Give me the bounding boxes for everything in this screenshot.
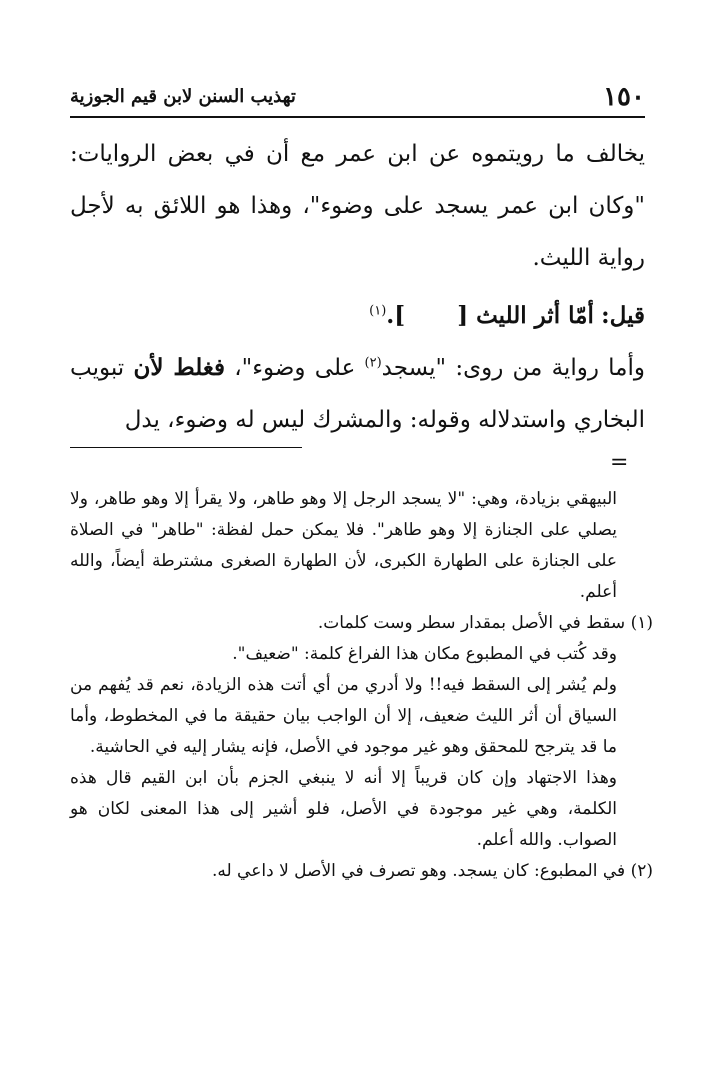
footnote-1-marker: (١) [630, 613, 653, 633]
footnote-1-line-3: ولم يُشر إلى السقط فيه!! ولا أدري من أي أتت هذه الزيادة، نعم قد يُفهم من السياق أن أثر الليث ضعيف، إلا أن الواجب بيان حقيقة ما في المخطوط، وأما ما قد يترجح للمحقق وهو غير موجود في الأصل، فإنه يشار إليه في الحاشية. [70, 675, 617, 757]
footnote-1-text-1: سقط في الأصل بمقدار سطر وست كلمات. [317, 613, 626, 633]
p3-part-c: فغلط لأن [133, 354, 225, 381]
qila-close: ]. [386, 302, 406, 329]
page-number: ١٥٠ [603, 82, 645, 112]
footnote-1-line-2: وقد كُتب في المطبوع مكان هذا الفراغ كلمة: "ضعيف". [232, 644, 617, 664]
paragraph-3 [70, 342, 645, 446]
p3-part-b: على وضوء"، [234, 355, 365, 381]
footnote-1-line-1 [70, 608, 653, 639]
continuation-mark: = [610, 450, 629, 475]
p3-part-d: تبويب البخاري واستدلاله وقوله: والمشرك ليس له وضوء، يدل [70, 355, 645, 433]
footnote-2-marker: (٢) [630, 861, 653, 881]
footnote-2-text: في المطبوع: كان يسجد. وهو تصرف في الأصل لا داعي له. [211, 861, 626, 881]
paragraph-qila [70, 290, 645, 342]
footnote-1-line-4: وهذا الاجتهاد وإن كان قريباً إلا أنه لا ينبغي الجزم بأن ابن القيم قال هذه الكلمة، وهي غير موجودة في الأصل، فلو أشير إلى هذا المعنى لكان هو الصواب. والله أعلم. [70, 768, 617, 850]
footnote-2 [70, 856, 653, 887]
p3-part-a: وأما رواية من روى: "يسجد [381, 355, 646, 381]
footnote-continuation: البيهقي بزيادة، وهي: "لا يسجد الرجل إلا وهو طاهر، ولا يقرأ إلا وهو طاهر، ولا يصلي على الجنازة إلا وهو طاهر". فلا يمكن حمل لفظة: "طاهر" في الصلاة على الجنازة على الطهارة الكبرى، لأن الطهارة الصغرى مشترطة أيضاً، والله أعلم. [70, 489, 617, 602]
qila-label: قيل: [601, 302, 645, 329]
footnote-ref-2: (٢) [364, 355, 382, 371]
page-header [70, 78, 645, 112]
main-text [70, 128, 645, 446]
paragraph-1: يخالف ما رويتموه عن ابن عمر مع أن في بعض الروايات: "وكان ابن عمر يسجد على وضوء"، وهذا هو اللائق به لأجل رواية الليث. [70, 141, 645, 271]
qila-text: أمّا أثر الليث [ [457, 302, 594, 329]
footnote-ref-1: (١) [369, 303, 387, 319]
header-rule [70, 116, 645, 118]
running-title: تهذيب السنن لابن قيم الجوزية [70, 86, 296, 107]
footnote-separator [70, 447, 302, 448]
footnotes [70, 484, 653, 887]
